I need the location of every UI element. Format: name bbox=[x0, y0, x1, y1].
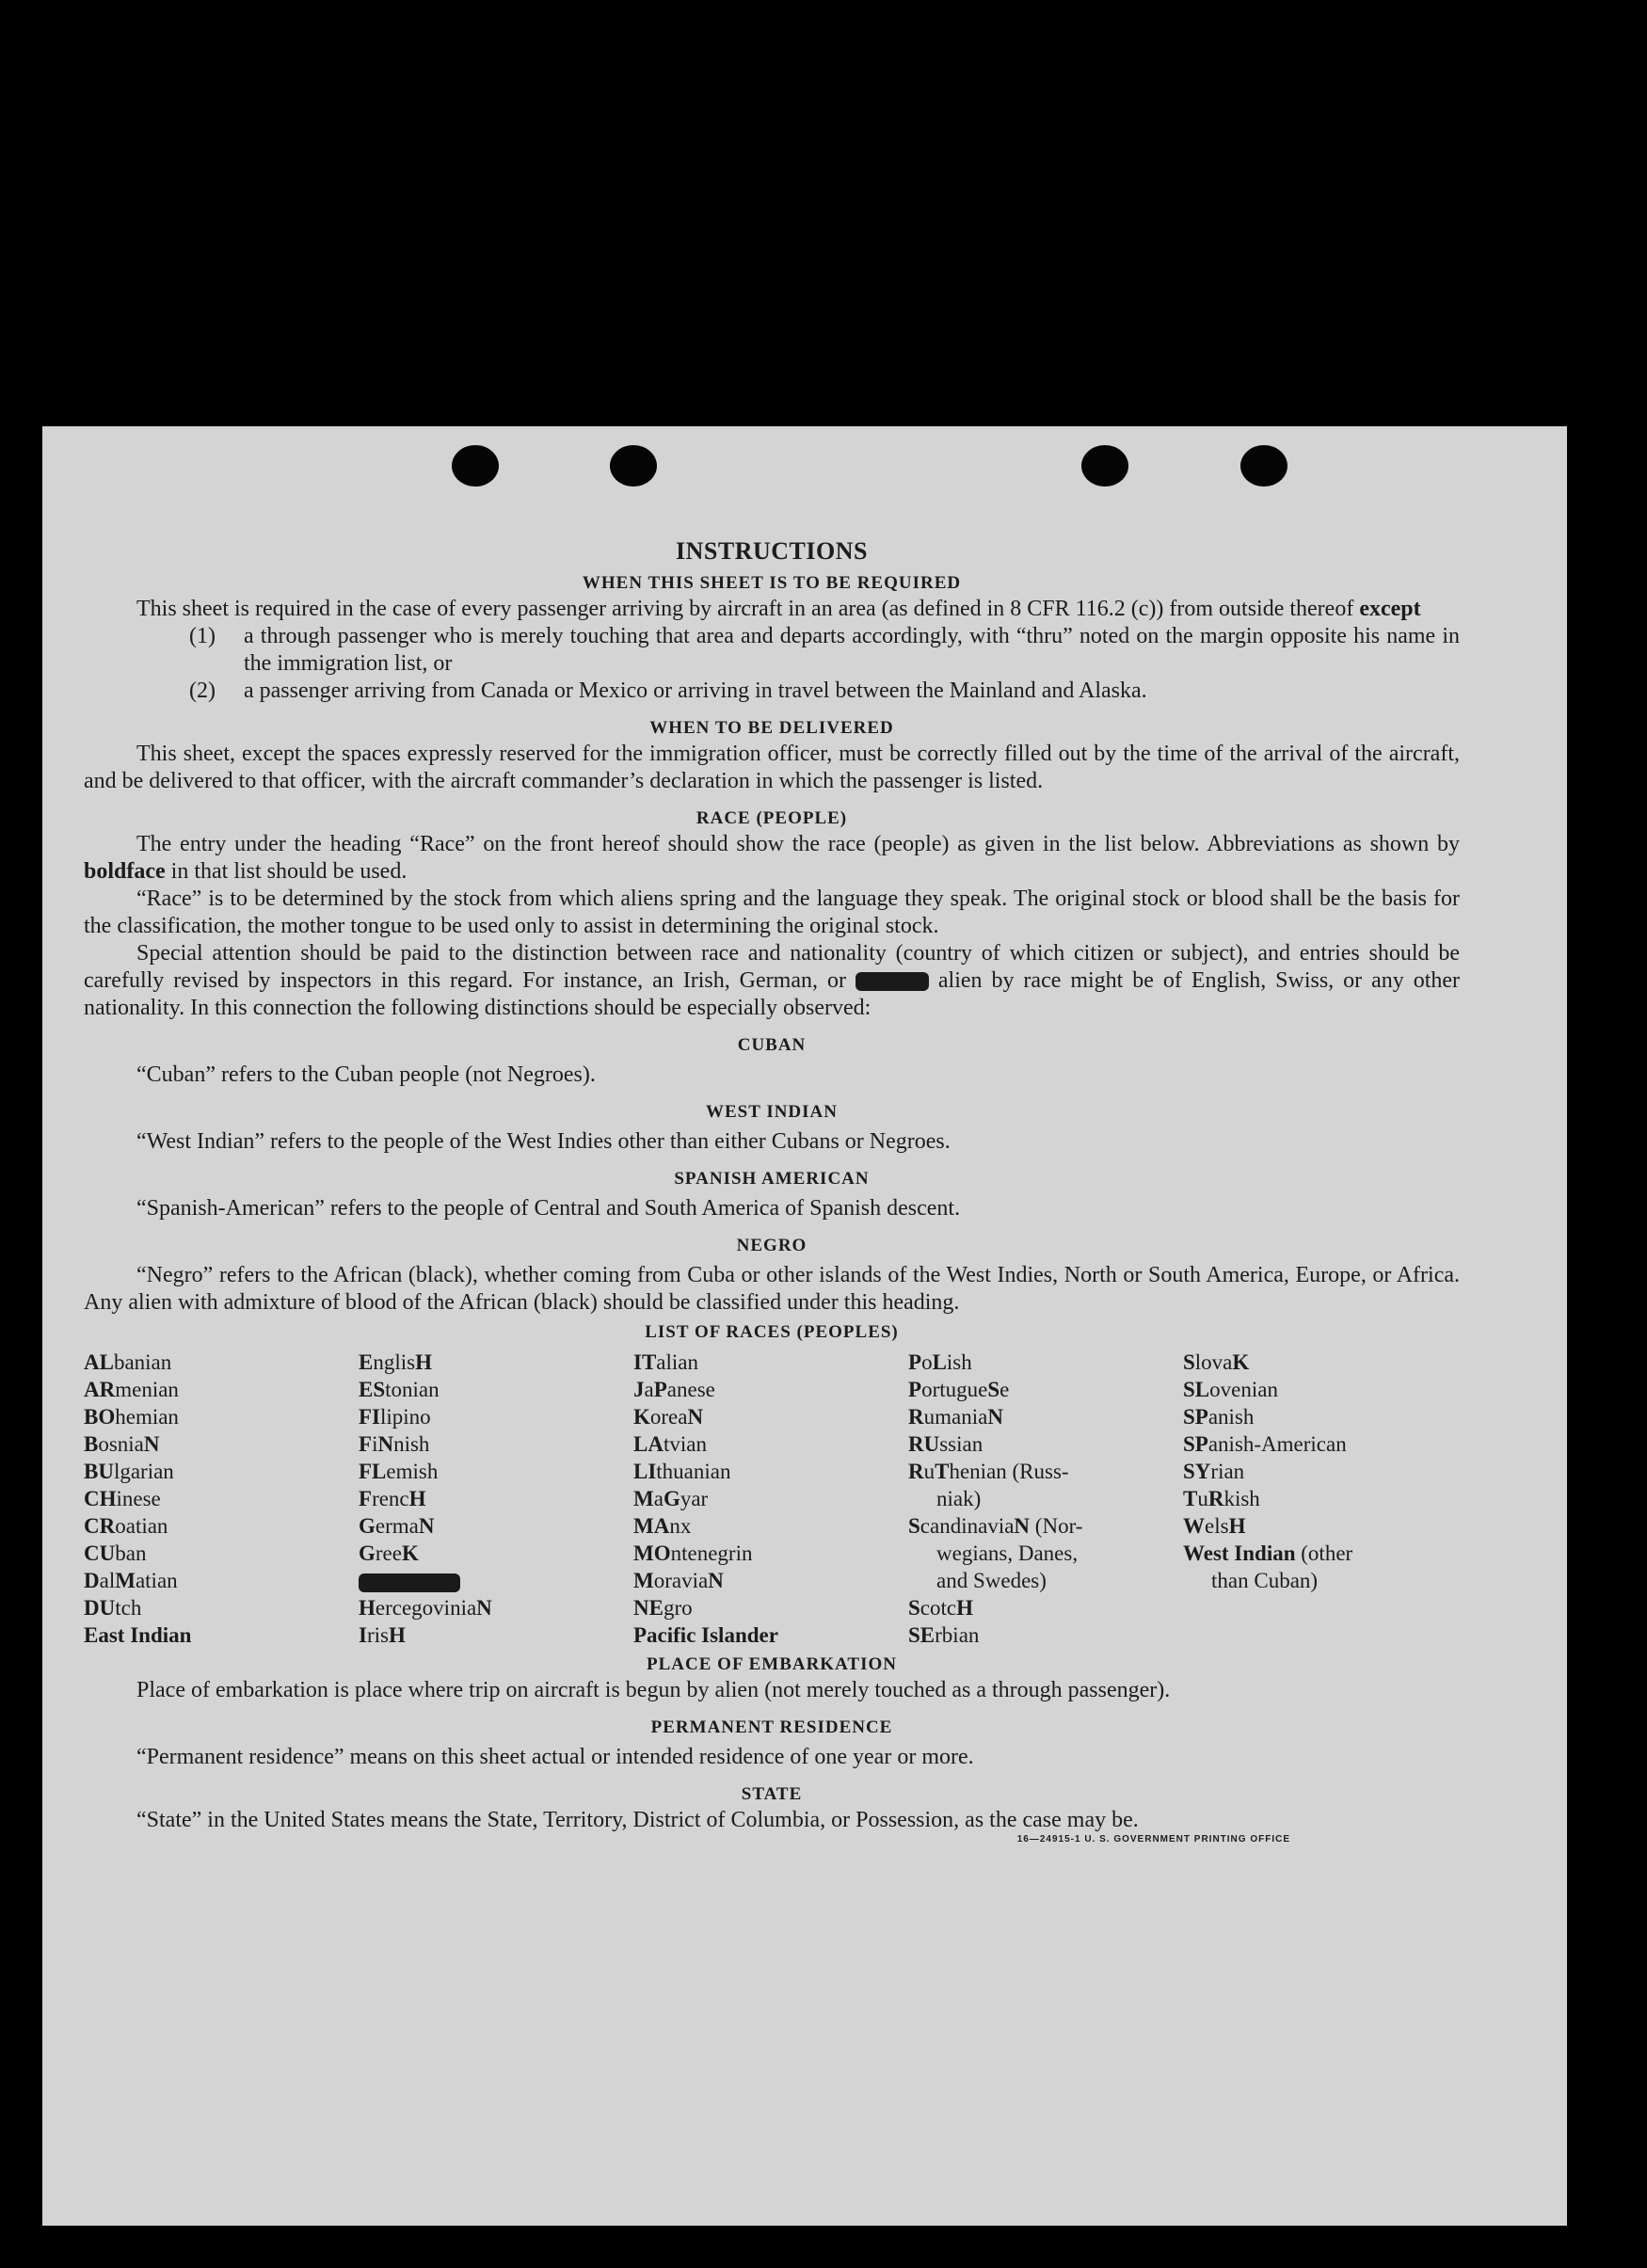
race-name-part: ercegovinia bbox=[375, 1596, 477, 1620]
race-abbreviation: LI bbox=[633, 1460, 657, 1483]
race-entry bbox=[633, 1430, 908, 1458]
heading-spanish-american: SPANISH AMERICAN bbox=[674, 1169, 870, 1189]
race-entry bbox=[359, 1458, 633, 1485]
heading-cuban: CUBAN bbox=[737, 1035, 807, 1055]
race-entry bbox=[908, 1621, 1183, 1649]
race-name-part: thuanian bbox=[656, 1460, 731, 1483]
race-abbreviation: F bbox=[359, 1432, 373, 1456]
race-abbreviation: D bbox=[84, 1569, 100, 1592]
race-entry bbox=[84, 1567, 359, 1594]
race-name-part: oatian bbox=[115, 1514, 168, 1538]
race-entry bbox=[633, 1485, 908, 1512]
race-name-part: oravia bbox=[653, 1569, 709, 1592]
race-abbreviation: MA bbox=[633, 1514, 670, 1538]
heading-when-delivered: WHEN TO BE DELIVERED bbox=[649, 718, 894, 738]
race-name-part: nglis bbox=[373, 1350, 416, 1374]
race-entry bbox=[908, 1376, 1183, 1403]
race-entry bbox=[633, 1567, 908, 1594]
required-item-1-number: (1) bbox=[189, 624, 216, 648]
heading-embarkation: PLACE OF EMBARKATION bbox=[647, 1654, 897, 1674]
race-abbreviation: H bbox=[1228, 1514, 1246, 1538]
race-entry bbox=[1183, 1567, 1458, 1594]
race-p1-start: The entry under the heading “Race” on the front hereof should show the race (people) as given in the list below. Abbreviations as shown by bbox=[136, 832, 1460, 856]
race-abbreviation: N bbox=[476, 1596, 492, 1620]
race-abbreviation: H bbox=[408, 1487, 426, 1510]
race-name-part: nx bbox=[669, 1514, 692, 1538]
race-entry bbox=[908, 1540, 1183, 1567]
race-abbreviation: LA bbox=[633, 1432, 664, 1456]
required-except: except bbox=[1359, 597, 1421, 621]
race-abbreviation: West Indian bbox=[1183, 1541, 1296, 1565]
race-column bbox=[633, 1349, 908, 1649]
delivered-text: This sheet, except the spaces expressly reserved for the immigration officer, must be correctly filled out by the time of the arrival of the aircraft, and be delivered to that officer, with the aircraft commander’s declaration in which the passenger is listed. bbox=[84, 742, 1460, 793]
heading-when-required: WHEN THIS SHEET IS TO BE REQUIRED bbox=[582, 573, 962, 593]
race-entry bbox=[359, 1621, 633, 1649]
race-abbreviation: DU bbox=[84, 1596, 116, 1620]
race-name-part: al bbox=[99, 1569, 116, 1592]
race-abbreviation: R bbox=[908, 1460, 924, 1483]
race-name-part: lipino bbox=[380, 1405, 431, 1429]
race-abbreviation: RU bbox=[908, 1432, 940, 1456]
race-abbreviation: T bbox=[1183, 1487, 1198, 1510]
race-p1-end: in that list should be used. bbox=[170, 859, 408, 884]
race-name-part: nish bbox=[393, 1432, 430, 1456]
race-abbreviation: IT bbox=[633, 1350, 657, 1374]
required-intro bbox=[84, 596, 1460, 623]
race-name-part: tch bbox=[115, 1596, 142, 1620]
race-name-part: renc bbox=[372, 1487, 409, 1510]
race-name-part: kish bbox=[1223, 1487, 1260, 1510]
race-abbreviation: H bbox=[956, 1596, 973, 1620]
race-p1-boldface: boldface bbox=[84, 859, 166, 884]
race-name-part: anish-American bbox=[1207, 1432, 1347, 1456]
race-paragraph-3 bbox=[84, 940, 1460, 1022]
race-abbreviation: G bbox=[359, 1514, 376, 1538]
race-abbreviation: BO bbox=[84, 1405, 116, 1429]
race-abbreviation: G bbox=[663, 1487, 680, 1510]
race-entry bbox=[633, 1621, 908, 1649]
race-abbreviation: R bbox=[1207, 1487, 1224, 1510]
race-name-part: anish bbox=[1207, 1405, 1255, 1429]
race-name-part: orea bbox=[649, 1405, 688, 1429]
race-abbreviation: SL bbox=[1183, 1378, 1210, 1401]
punch-hole-3 bbox=[1081, 445, 1128, 487]
race-name-part: (other bbox=[1295, 1541, 1353, 1565]
required-item-1-text: a through passenger who is merely touching that area and departs accordingly, with “thru” noted on the margin opposite his name in the immigration list, or bbox=[244, 624, 1460, 676]
race-abbreviation: BU bbox=[84, 1460, 114, 1483]
race-name-part: hemian bbox=[115, 1405, 179, 1429]
race-name-part: yar bbox=[680, 1487, 709, 1510]
race-abbreviation: M bbox=[115, 1569, 136, 1592]
race-name-part: emish bbox=[386, 1460, 439, 1483]
negro-text: “Negro” refers to the African (black), whether coming from Cuba or other islands of the West Indies, North or South America, Europe, or Africa. Any alien with admixture of blood of the African (black) should be classified under this heading. bbox=[84, 1263, 1460, 1315]
race-entry bbox=[908, 1567, 1183, 1594]
printing-office-code: 16—24915-1 U. S. GOVERNMENT PRINTING OFFICE bbox=[1016, 1834, 1290, 1845]
state-text-body: “State” in the United States means the State, Territory, District of Columbia, or Possession, as the case may be. bbox=[136, 1808, 1139, 1832]
punch-hole-1 bbox=[452, 445, 499, 487]
required-item-2-text: a passenger arriving from Canada or Mexico or arriving in travel between the Mainland and Alaska. bbox=[244, 679, 1147, 703]
race-entry bbox=[84, 1594, 359, 1621]
race-entry bbox=[84, 1458, 359, 1485]
page-title: INSTRUCTIONS bbox=[676, 537, 868, 565]
race-abbreviation: B bbox=[84, 1432, 99, 1456]
race-entry-continuation: than Cuban) bbox=[1211, 1569, 1319, 1592]
race-entry bbox=[908, 1458, 1183, 1485]
race-abbreviation: P bbox=[908, 1350, 922, 1374]
race-abbreviation: W bbox=[1183, 1514, 1205, 1538]
west-indian-text: “West Indian” refers to the people of the West Indies other than either Cubans or Negroes. bbox=[136, 1129, 951, 1154]
race-abbreviation: R bbox=[908, 1405, 924, 1429]
race-name-part: gro bbox=[663, 1596, 693, 1620]
race-entry bbox=[359, 1567, 633, 1594]
race-name-part: banian bbox=[113, 1350, 172, 1374]
race-entry bbox=[908, 1512, 1183, 1540]
race-name-part: tvian bbox=[663, 1432, 707, 1456]
race-name-part: e bbox=[999, 1378, 1010, 1401]
race-entry bbox=[633, 1512, 908, 1540]
race-abbreviation: SP bbox=[1183, 1432, 1208, 1456]
race-abbreviation: N bbox=[1014, 1514, 1031, 1538]
race-name-part: rian bbox=[1210, 1460, 1245, 1483]
race-abbreviation: ES bbox=[359, 1378, 386, 1401]
race-name-part: candinavia bbox=[919, 1514, 1015, 1538]
race-abbreviation: SE bbox=[908, 1623, 935, 1647]
race-abbreviation: AL bbox=[84, 1350, 114, 1374]
race-entry bbox=[84, 1540, 359, 1567]
embarkation-text: Place of embarkation is place where trip on aircraft is begun by alien (not merely touched as a through passenger). bbox=[136, 1678, 1171, 1702]
race-abbreviation: CU bbox=[84, 1541, 116, 1565]
race-entry bbox=[84, 1485, 359, 1512]
race-entry bbox=[359, 1403, 633, 1430]
race-name-part: inese bbox=[116, 1487, 161, 1510]
race-name-part: u bbox=[923, 1460, 935, 1483]
race-entry bbox=[359, 1594, 633, 1621]
race-abbreviation: SP bbox=[1183, 1405, 1208, 1429]
race-entry-continuation: niak) bbox=[936, 1487, 982, 1510]
race-name-part: menian bbox=[115, 1378, 179, 1401]
race-entry bbox=[359, 1430, 633, 1458]
race-name-part: els bbox=[1205, 1514, 1229, 1538]
redacted-race-entry bbox=[359, 1573, 460, 1592]
race-entry bbox=[359, 1485, 633, 1512]
required-item-2 bbox=[84, 678, 1460, 705]
race-name-part: (Nor- bbox=[1030, 1514, 1083, 1538]
race-entry bbox=[633, 1458, 908, 1485]
race-abbreviation: CH bbox=[84, 1487, 117, 1510]
sheet-content bbox=[84, 537, 1460, 1845]
race-abbreviation: K bbox=[401, 1541, 419, 1565]
race-name-part: erma bbox=[375, 1514, 419, 1538]
race-column bbox=[359, 1349, 633, 1649]
race-name-part: henian (Russ- bbox=[949, 1460, 1069, 1483]
race-abbreviation: S bbox=[908, 1596, 920, 1620]
race-entry bbox=[1183, 1376, 1458, 1403]
race-column bbox=[1183, 1349, 1458, 1649]
race-paragraph-1 bbox=[84, 831, 1460, 886]
race-entry bbox=[84, 1512, 359, 1540]
race-name-part: o bbox=[921, 1350, 933, 1374]
race-p3-end: alien by race might be of English, Swiss, or any other nationality. In this connection the following distinctions should be especially observed: bbox=[84, 968, 1461, 1020]
required-intro-text: This sheet is required in the case of every passenger arriving by aircraft in an area (as defined in 8 CFR 116.2 (c)) from outside thereof bbox=[136, 597, 1354, 621]
race-entry bbox=[359, 1376, 633, 1403]
race-abbreviation: K bbox=[1232, 1350, 1250, 1374]
redaction-mark bbox=[855, 972, 929, 991]
race-name-part: ovenian bbox=[1209, 1378, 1278, 1401]
race-abbreviation: I bbox=[359, 1623, 367, 1647]
permanent-residence-text: “Permanent residence” means on this sheet actual or intended residence of one year or more. bbox=[136, 1745, 974, 1769]
race-abbreviation: N bbox=[708, 1569, 724, 1592]
race-name-part: lova bbox=[1194, 1350, 1233, 1374]
race-abbreviation: CR bbox=[84, 1514, 116, 1538]
race-abbreviation: P bbox=[653, 1378, 667, 1401]
race-abbreviation: S bbox=[908, 1514, 920, 1538]
race-entry bbox=[908, 1349, 1183, 1376]
race-abbreviation: AR bbox=[84, 1378, 116, 1401]
race-entry bbox=[908, 1485, 1183, 1512]
race-name-part: ntenegrin bbox=[670, 1541, 753, 1565]
race-entry bbox=[84, 1376, 359, 1403]
race-abbreviation: MO bbox=[633, 1541, 671, 1565]
race-abbreviation: East Indian bbox=[84, 1623, 192, 1647]
race-entry bbox=[1183, 1485, 1458, 1512]
race-name-part: alian bbox=[656, 1350, 698, 1374]
race-name-part: ssian bbox=[939, 1432, 983, 1456]
heading-negro: NEGRO bbox=[736, 1236, 808, 1255]
race-entry bbox=[908, 1594, 1183, 1621]
race-entry bbox=[633, 1403, 908, 1430]
race-entry bbox=[84, 1430, 359, 1458]
race-list bbox=[84, 1349, 1460, 1649]
race-name-part: a bbox=[644, 1378, 654, 1401]
race-abbreviation: FL bbox=[359, 1460, 387, 1483]
race-abbreviation: Pacific Islander bbox=[633, 1623, 778, 1647]
race-name-part: ish bbox=[946, 1350, 972, 1374]
punch-hole-4 bbox=[1240, 445, 1287, 487]
cuban-text: “Cuban” refers to the Cuban people (not Negroes). bbox=[136, 1062, 596, 1087]
race-abbreviation: N bbox=[143, 1432, 160, 1456]
race-abbreviation: NE bbox=[633, 1596, 664, 1620]
race-name-part: osnia bbox=[98, 1432, 144, 1456]
heading-west-indian: WEST INDIAN bbox=[706, 1102, 838, 1122]
spanish-american-text: “Spanish-American” refers to the people of Central and South America of Spanish descent. bbox=[136, 1196, 961, 1221]
race-entry bbox=[359, 1512, 633, 1540]
race-p3-start: Special attention should be paid to the distinction between race and nationality (country of which citizen or subject), and entries should be carefully revised by inspectors in this regard. For instance, an Irish, German, or bbox=[84, 941, 1460, 993]
race-abbreviation: N bbox=[687, 1405, 704, 1429]
race-entry bbox=[84, 1621, 359, 1649]
race-name-part: ban bbox=[115, 1541, 147, 1565]
race-name-part: anese bbox=[666, 1378, 715, 1401]
race-entry bbox=[84, 1349, 359, 1376]
race-column bbox=[84, 1349, 359, 1649]
race-abbreviation: S bbox=[1183, 1350, 1195, 1374]
race-name-part: umania bbox=[923, 1405, 988, 1429]
race-name-part: lgarian bbox=[113, 1460, 174, 1483]
race-name-part: i bbox=[372, 1432, 378, 1456]
race-entry bbox=[1183, 1403, 1458, 1430]
race-abbreviation: J bbox=[633, 1378, 645, 1401]
race-abbreviation: G bbox=[359, 1541, 376, 1565]
race-entry bbox=[633, 1594, 908, 1621]
instruction-sheet bbox=[42, 426, 1567, 2226]
race-column bbox=[908, 1349, 1183, 1649]
race-paragraph-2: “Race” is to be determined by the stock from which aliens spring and the language they speak. The original stock or blood shall be the basis for the classification, the mother tongue to be used only to assist in determining the original stock. bbox=[84, 886, 1460, 938]
race-abbreviation: FI bbox=[359, 1405, 380, 1429]
race-entry bbox=[633, 1540, 908, 1567]
race-abbreviation: T bbox=[935, 1460, 950, 1483]
race-entry bbox=[1183, 1458, 1458, 1485]
race-abbreviation: L bbox=[932, 1350, 947, 1374]
race-name-part: ortugue bbox=[921, 1378, 988, 1401]
footer bbox=[84, 1834, 1460, 1845]
race-name-part: a bbox=[653, 1487, 664, 1510]
race-entry bbox=[908, 1403, 1183, 1430]
race-abbreviation: N bbox=[377, 1432, 394, 1456]
race-entry bbox=[84, 1403, 359, 1430]
race-name-part: tonian bbox=[385, 1378, 440, 1401]
required-item-1 bbox=[84, 623, 1460, 678]
race-abbreviation: K bbox=[633, 1405, 650, 1429]
race-abbreviation: M bbox=[633, 1569, 654, 1592]
heading-permanent-residence: PERMANENT RESIDENCE bbox=[650, 1717, 893, 1737]
race-name-part: ris bbox=[366, 1623, 389, 1647]
required-item-2-number: (2) bbox=[189, 679, 216, 703]
race-abbreviation: S bbox=[987, 1378, 1000, 1401]
race-entry bbox=[633, 1349, 908, 1376]
race-entry-continuation: and Swedes) bbox=[936, 1569, 1047, 1592]
race-abbreviation: H bbox=[388, 1623, 406, 1647]
race-name-part: atian bbox=[135, 1569, 178, 1592]
race-abbreviation: N bbox=[418, 1514, 435, 1538]
race-name-part: ree bbox=[375, 1541, 402, 1565]
race-abbreviation: E bbox=[359, 1350, 374, 1374]
race-entry bbox=[1183, 1512, 1458, 1540]
state-text bbox=[84, 1807, 1460, 1834]
race-abbreviation: P bbox=[908, 1378, 922, 1401]
race-entry-continuation: wegians, Danes, bbox=[936, 1541, 1079, 1565]
race-entry bbox=[359, 1349, 633, 1376]
heading-state: STATE bbox=[741, 1784, 803, 1804]
race-entry bbox=[1183, 1349, 1458, 1376]
race-name-part: cotc bbox=[919, 1596, 957, 1620]
race-abbreviation: F bbox=[359, 1487, 373, 1510]
race-entry bbox=[908, 1430, 1183, 1458]
race-name-part: rbian bbox=[935, 1623, 980, 1647]
race-abbreviation: M bbox=[633, 1487, 654, 1510]
race-entry bbox=[1183, 1430, 1458, 1458]
punch-hole-2 bbox=[610, 445, 657, 487]
race-abbreviation: H bbox=[359, 1596, 376, 1620]
race-entry bbox=[1183, 1540, 1458, 1567]
race-entry bbox=[633, 1376, 908, 1403]
race-abbreviation: SY bbox=[1183, 1460, 1211, 1483]
race-abbreviation: N bbox=[987, 1405, 1003, 1429]
race-entry bbox=[359, 1540, 633, 1567]
heading-race: RACE (PEOPLE) bbox=[696, 808, 848, 828]
race-abbreviation: H bbox=[415, 1350, 432, 1374]
heading-list-of-races: LIST OF RACES (PEOPLES) bbox=[645, 1322, 899, 1342]
race-name-part: u bbox=[1197, 1487, 1208, 1510]
